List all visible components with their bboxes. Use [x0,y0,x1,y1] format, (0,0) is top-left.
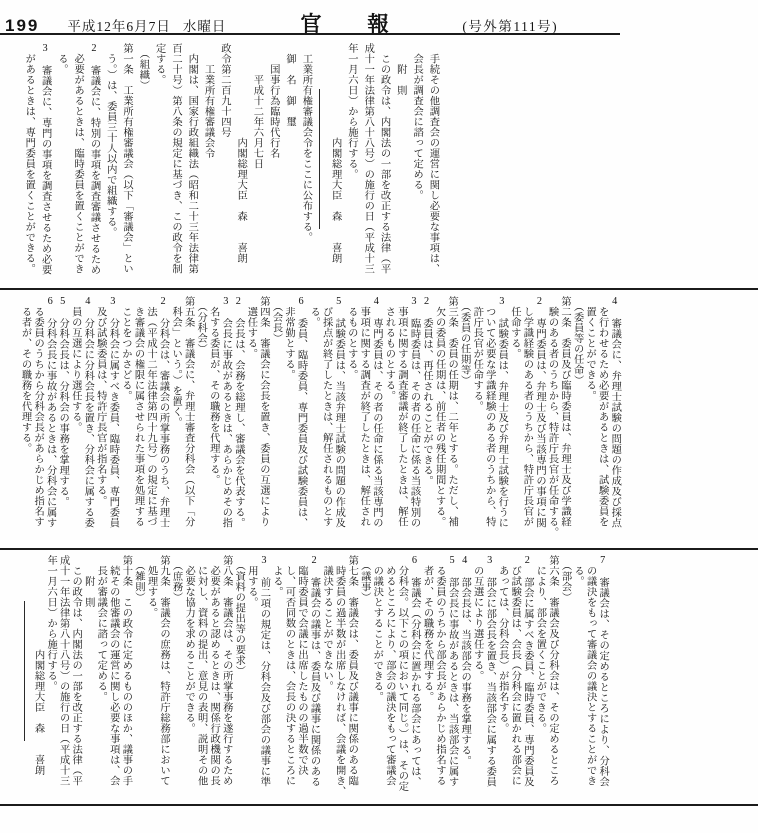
text-column: るものとする。 [345,296,357,380]
text-column: 内閣総理大臣 森 喜朗 [235,43,247,264]
text-column: 2 部会に属すべき委員、臨時委員、専門委員及 [521,555,533,787]
text-column: （組織） [137,43,149,91]
text-column: 者が、その職務を代理する。 [421,555,433,702]
text-column: されるものとする。 [383,296,395,401]
text-column: の議決とすることができる。 [371,555,383,702]
text-column: （会長） [270,296,282,344]
text-column: （分科会） [195,296,207,354]
text-column: 4 専門委員は、その者の任命に係る当該専門の [370,296,382,528]
text-column: （委員等の任命） [571,296,583,386]
text-column: 御 名 御 璽 [284,43,296,127]
text-column: 必要があるときは、臨時委員を置くことができ [72,43,84,274]
text-column: 4 部会長は、当該部会の事務を掌理する。 [459,555,471,766]
text-column: 第五条 審議会に、弁理士審査分科会（以下「分 [182,296,194,527]
text-column: 事項に関する調査が終了したときは、解任され [358,296,370,527]
text-column: 3 前二項の規定は、分科会及び部会の議事に準 [258,555,270,787]
text-column: 成十一年法律第八十八号）の施行の日（平成十三 [362,43,374,274]
text-column: き審議会の権限に属させられた事項を処理する [132,296,144,527]
text-column: 議決することができない。 [321,555,333,692]
text-column: 工業所有権審議会令をここに公布する。 [300,43,312,243]
text-column: 時委員の過半数が出席しなければ、会議を開き、 [333,555,345,797]
text-column: 第八条 審議会は、その所掌事務を遂行するため [220,555,232,786]
text-column: 2 委員は、再任されることができる。 [421,296,433,486]
text-column: る委員のうちから分科会長があらかじめ指名す [32,296,44,527]
text-column: 2 審議会の議事は、委員及び議事に関係のある [308,555,320,787]
page-number: 199 [5,16,40,35]
text-column: 国事行為臨時代行名 [267,43,279,159]
text-column: により、部会を置くことができる。 [534,555,546,734]
text-column: 名する委員が、その職務を代理する。 [207,296,219,485]
text-column: し学識経験のある者のうちから、特許庁長官が [521,296,533,527]
text-column: を行わせるため必要があるときは、試験委員を [596,296,608,527]
text-column: 第七条 審議会は、委員及び議事に関係のある臨 [346,555,358,786]
text-column: 用する。 [245,555,257,608]
text-column: 任命する。 [508,296,520,359]
text-column: 必要な協力を求めることができる。 [183,555,195,734]
text-column: があるときは、専門委員を置くことができる。 [23,43,35,274]
text-column: 3 分科会に属すべき委員、臨時委員、専門委員 [107,296,119,528]
text-column: （部会） [559,555,571,603]
text-column: る。 [308,296,320,328]
text-column: び採点が終了したときは、解任されるものとす [320,296,332,527]
text-column: 5 部会長に事故があるときは、当該部会に属す [446,555,458,787]
text-column: 3 会長に事故があるときは、あらかじめその指 [220,296,232,528]
text-column: 選任する。 [245,296,257,359]
issue-weekday: 水曜日 [182,19,227,34]
text-column: 科会」という。）を置く。 [170,296,182,428]
text-column: 3 臨時委員は、その者の任命に係る当該特別の [408,296,420,528]
text-column: （議事） [358,555,370,603]
text-column: 欠の委員の任期は、前任者の残任期間とする。 [433,296,445,527]
text-column: 会長が調査会に諮って定める。 [411,43,423,201]
text-column: 第十条 この政令に定めるもののほか、議事の手 [120,555,132,786]
text-column: この政令は、内閣法の一部を改正する法律（平 [70,555,82,786]
text-column: 6 分科会長に事故があるときは、分科会に属す [44,296,56,528]
text-column: し、可否同数のときは、会長の決するところに [283,555,295,786]
text-column: 百二十号）第八条の規定に基づき、この政令を制 [169,43,181,274]
text-column: （庶務） [170,555,182,603]
text-column: （資料の提出等の要求） [233,555,245,676]
text-column: 2 審議会に、特別の事項を調査審議させるため [88,43,100,275]
text-column: 平成十二年六月七日 [251,43,263,169]
text-column: 4 審議会に、弁理士試験の問題の作成及び採点 [609,296,621,528]
text-column: 第四条 審議会に会長を置き、委員の互選により [257,296,269,527]
text-column: 3 部会に部会長を置き、当該部会に属する委員 [484,555,496,787]
text-band-3 [0,550,740,804]
text-column: よる。 [270,555,282,597]
text-column: 内閣総理大臣 森 喜朗 [329,43,341,264]
text-column: 処理する。 [145,555,157,618]
text-column: る者が、その職務を代理する。 [19,296,31,454]
text-column: 附 則 [394,43,406,96]
text-column: 5 試験委員は、当該弁理士試験の問題の作成及 [333,296,345,528]
text-column: 置くことができる。 [584,296,596,401]
text-column: 附 則 [82,555,94,608]
text-column: 政令第二百九十四号 [218,43,230,138]
text-column: 3 審議会に、専門の事項を調査させるため必要 [39,43,51,275]
text-column: 2 専門委員は、弁理士及び当該専門の事項に関 [533,296,545,528]
text-column: 手続その他調査会の運営に関し必要な事項は、 [427,43,439,274]
text-column: 員の互選により選任する。 [69,296,81,433]
text-column: 工業所有権審議会令 [202,43,214,159]
text-column: び試験委員は、会長（分科会に置かれる部会に [509,555,521,786]
text-column: ことをつかさどる。 [119,296,131,401]
text-column: 2 会長は、会務を総理し、審議会を代表する。 [232,296,244,528]
text-column: う。）は、委員三十人以内で組織する。 [104,43,116,238]
text-column: 3 試験委員は、弁理士及び弁理士試験を行うに [496,296,508,528]
document-divider [319,89,320,229]
text-column: 年一月六日）から施行する。 [45,555,57,692]
bottom-rule [0,804,758,806]
text-column: 法（平成十二年法律第四十九号）の規定に基づ [145,296,157,527]
text-column: めるところにより、部会の議決をもって審議会 [383,555,395,786]
text-column: 続その他審議会の運営に関し必要な事項は、会 [107,555,119,786]
text-column: の議決をもって審議会の議決とすることができ [584,555,596,786]
text-column: 6 委員、臨時委員、専門委員及び試験委員は、 [295,296,307,528]
text-column: （雑則） [132,555,144,603]
text-band-1 [0,35,746,288]
text-column: あっては、分科会長）が指名する。 [496,555,508,734]
text-column: 内閣総理大臣 森 喜朗 [32,555,44,776]
text-column: に対し、資料の提出、意見の表明、説明その他 [195,555,207,786]
text-column: 内閣は、国家行政組織法（昭和二十三年法律第 [186,43,198,274]
text-column: この政令は、内閣法の一部を改正する法律（平 [378,43,390,274]
text-column: ついて必要な学識経験のある者のうちから、特 [483,296,495,527]
text-column: る。 [55,43,67,75]
text-column: 年一月六日）から施行する。 [345,43,357,180]
text-column: 6 審議会（分科会に置かれる部会にあっては、 [408,555,420,787]
masthead [0,0,758,36]
text-column: 長が審議会に諮って定める。 [95,555,107,702]
text-column: る委員のうちから部会長があらかじめ指名する [434,555,446,786]
text-column: 第六条 審議会及び分科会は、その定めるところ [546,555,558,786]
text-column: 許庁長官が任命する。 [471,296,483,412]
text-column: （委員の任期等） [458,296,470,386]
text-column: 及び試験委員は、特許庁長官が指名する。 [94,296,106,506]
text-column: 5 分科会長は、分科会の事務を掌理する。 [57,296,69,507]
text-column: 4 分科会に分科会長を置き、分科会に属する委 [82,296,94,528]
text-column: 7 審議会は、その定めるところにより、分科会 [597,555,609,787]
text-column: 事項に関する調査審議が終了したときは、解任 [395,296,407,527]
issue-number: (号外第111号) [462,19,559,34]
gazette-title: 官報 [300,12,435,36]
text-column: 成十一年法律第八十八号）の施行の日（平成十三 [57,555,69,786]
text-column: 定する。 [153,43,165,85]
text-band-2 [0,290,752,548]
text-column: 2 分科会は、審議会の所掌事務のうち、弁理士 [157,296,169,528]
text-column: 第二条 委員及び臨時委員は、弁理士及び学識経 [559,296,571,527]
text-column: 臨時委員で会議に出席したものの過半数で決 [296,555,308,776]
text-column: の互選により選任する。 [471,555,483,681]
text-column: 必要があると認めるときは、関係行政機関の長 [208,555,220,786]
text-column: 第一条 工業所有権審議会（以下「審議会」とい [121,43,133,274]
document-divider [24,601,25,741]
text-column: 第三条 委員の任期は、二年とする。ただし、補 [446,296,458,527]
text-column: 第九条 審議会の庶務は、特許庁総務部において [158,555,170,786]
text-column: 験のある者のうちから、特許庁長官が任命する。 [546,296,558,538]
text-column: 分科会。以下この項において同じ。）は、その定 [396,555,408,792]
text-column: る。 [572,555,584,587]
text-column: 非常勤とする。 [283,296,295,380]
issue-date: 平成12年6月7日 [67,19,171,34]
